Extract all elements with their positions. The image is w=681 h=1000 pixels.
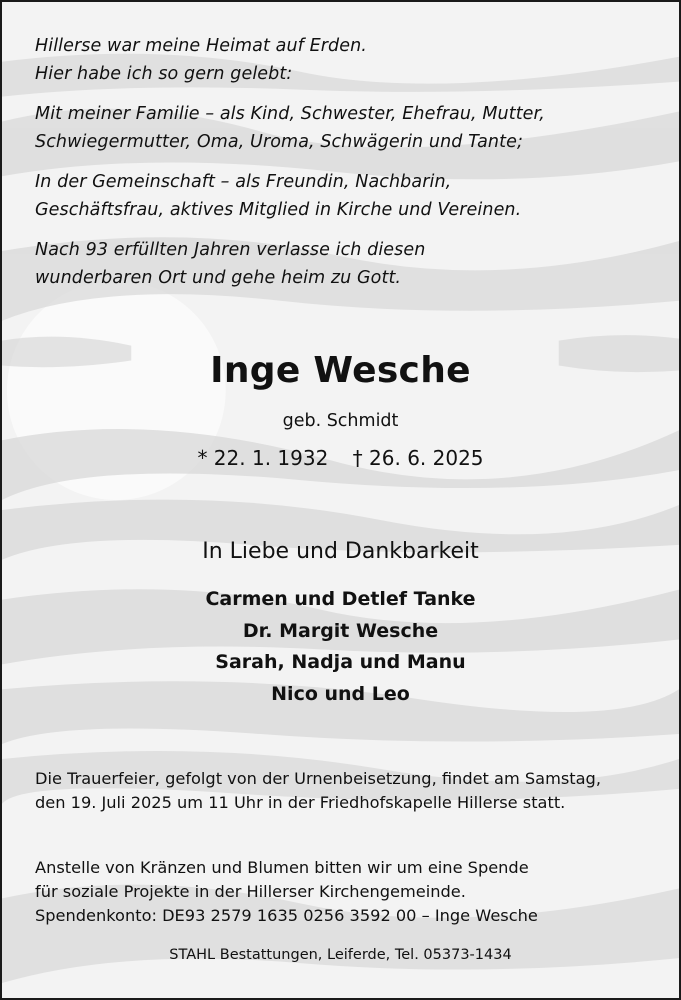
birth-date: * 22. 1. 1932 [197, 446, 329, 470]
account-value: DE93 2579 1635 0256 3592 00 – Inge Wesche [156, 906, 538, 925]
poem-stanza: Hillerse war meine Heimat auf Erden. Hier habe ich so gern gelebt: [35, 36, 367, 84]
poem-stanza: Nach 93 erfüllten Jahren verlasse ich diesen wunderbaren Ort und gehe heim zu Gott. [35, 240, 426, 288]
ceremony-notice: Die Trauerfeier, gefolgt von der Urnenbeisetzung, findet am Samstag, den 19. Juli 2025 um 11 Uhr in der Friedhofskapelle Hillerse statt. [35, 769, 601, 812]
poem-stanza: In der Gemeinschaft – als Freundin, Nachbarin, Geschäftsfrau, aktives Mitglied in Kirche und Vereinen. [35, 172, 522, 220]
life-dates [2, 446, 679, 470]
poem [35, 32, 635, 304]
funeral-home-footer: STAHL Bestattungen, Leiferde, Tel. 05373-1434 [169, 947, 512, 963]
poem-stanza: Mit meiner Familie – als Kind, Schwester, Ehefrau, Mutter, Schwiegermutter, Oma, Uroma, Schwägerin und Tante; [35, 104, 545, 152]
mourner-line: Nico und Leo [271, 682, 410, 705]
maiden-name: geb. Schmidt [282, 411, 399, 431]
donation-notice [35, 832, 655, 952]
closing-phrase: In Liebe und Dankbarkeit [202, 539, 479, 564]
mourners-list [2, 584, 679, 710]
mourner-line: Dr. Margit Wesche [242, 619, 439, 642]
mourner-line: Sarah, Nadja und Manu [215, 651, 466, 673]
donation-account [35, 904, 655, 928]
deceased-name: Inge Wesche [210, 350, 471, 391]
death-date: † 26. 6. 2025 [352, 446, 484, 470]
mourner-line: Carmen und Detlef Tanke [205, 588, 476, 610]
account-label: Spendenkonto: [35, 906, 157, 925]
donation-text: Anstelle von Kränzen und Blumen bitten wir um eine Spende für soziale Projekte in der Hillerser Kirchengemeinde. [35, 858, 529, 901]
